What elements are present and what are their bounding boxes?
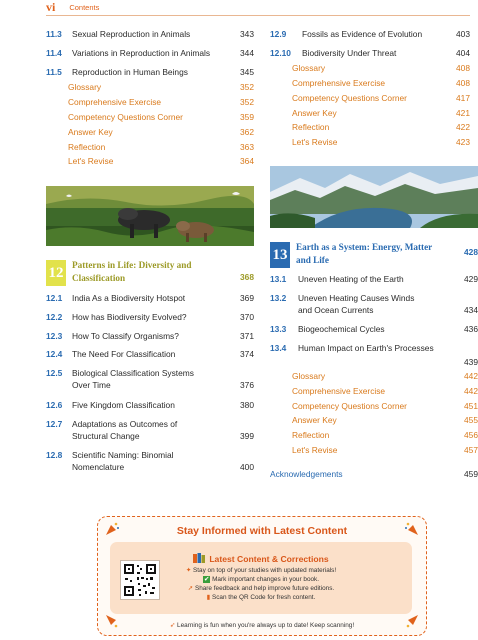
entry-title: Sexual Reproduction in Animals [72,29,191,39]
entry-page: 380 [240,400,254,410]
chapter-12-heading[interactable] [46,259,254,287]
entry-title: Glossary [292,63,326,73]
entry-title-line: Structural Change [72,431,140,441]
entry-title: Competency Questions Corner [68,112,183,122]
entry-title-line: Over Time [72,380,111,390]
page-number: vi [46,0,56,14]
chapter-title-line: and Life [296,255,329,265]
entry-title: The Need For Classification [72,349,176,359]
entry-page: 408 [456,78,470,88]
entry-title: Acknowledgements [270,469,343,479]
entry-title: Comprehensive Exercise [292,386,386,396]
entry-title [72,367,194,391]
toc-entry[interactable] [46,398,254,412]
toc-extra[interactable] [270,76,470,90]
books-icon [193,553,205,563]
entry-title: Let's Revise [292,137,338,147]
entry-page: 399 [240,431,254,441]
entry-page: 369 [240,293,254,303]
toc-entry[interactable] [46,449,254,475]
chapter-number-box: 13 [270,242,290,268]
entry-title: Five Kingdom Classification [72,400,175,410]
entry-number: 12.9 [270,29,287,39]
toc-entry[interactable] [270,272,478,286]
toc-extra[interactable] [46,125,254,139]
entry-title: Human Impact on Earth's Processes [298,343,434,353]
entry-title: Comprehensive Exercise [292,78,386,88]
entry-number: 12.3 [46,331,63,341]
chapter-13-photo [270,166,478,228]
page-header [46,0,99,14]
toc-entry[interactable] [46,291,254,305]
entry-title: Variations in Reproduction in Animals [72,48,211,58]
entry-page: 345 [240,67,254,77]
entry-number: 12.8 [46,450,63,460]
share-icon: ➚ [187,585,194,592]
entry-title-line: Uneven Heating Causes Winds [298,293,415,303]
toc-extra[interactable] [270,384,478,398]
entry-title: Answer Key [68,127,113,137]
entry-page: 421 [456,108,470,118]
toc-entry[interactable] [270,292,478,318]
header-rule [46,15,470,16]
banner-bullet [110,593,412,602]
entry-title-line: Biological Classification Systems [72,368,194,378]
entry-page: 442 [464,386,478,396]
entry-title: Fossils as Evidence of Evolution [302,29,423,39]
entry-title: Let's Revise [292,445,338,455]
entry-page: 352 [240,97,254,107]
acknowledgements-entry[interactable] [270,467,478,481]
footer-text: Learning is fun when you're always up to date! Keep scanning! [177,622,355,629]
toc-extra[interactable] [270,413,478,427]
entry-title: Reproduction in Human Beings [72,67,188,77]
chapter-13-heading[interactable] [270,241,478,269]
chapter-12-photo [46,186,254,246]
entry-page: 408 [456,63,470,73]
chapter-title [72,259,191,285]
entry-page: 457 [464,445,478,455]
toc-entry[interactable] [270,322,478,336]
toc-extra[interactable] [270,120,470,134]
entry-number: 12.5 [46,368,63,378]
bullet-text: Mark important changes in your book. [212,576,320,583]
inner-title-text: Latest Content & Corrections [209,554,329,564]
entry-title: Glossary [68,82,102,92]
toc-extra[interactable] [270,428,478,442]
entry-page: 352 [240,82,254,92]
entry-title: Competency Questions Corner [292,93,407,103]
toc-extra[interactable] [46,140,254,154]
entry-title: How has Biodiversity Evolved? [72,312,187,322]
chapter-page: 368 [240,272,254,282]
banner-title: Stay Informed with Latest Content [176,525,348,537]
tapir-photo [46,186,254,246]
chapter-title-line: Patterns in Life: Diversity and [72,260,192,270]
toc-extra[interactable] [270,369,478,383]
entry-title: Reflection [68,142,106,152]
entry-title: Let's Revise [68,156,114,166]
phone-icon: ▮ [206,594,211,601]
banner-inner-panel [110,542,412,614]
entry-page: 363 [240,142,254,152]
entry-title [72,418,177,442]
check-icon: ✔ [203,576,210,583]
entry-page: 422 [456,122,470,132]
bullet-text: Share feedback and help improve future editions. [194,585,335,592]
entry-title: How To Classify Organisms? [72,331,179,341]
entry-page: 429 [464,274,478,284]
entry-page: 442 [464,371,478,381]
entry-page: 451 [464,401,478,411]
entry-page: 417 [456,93,470,103]
toc-extra[interactable] [46,80,254,94]
entry-number: 13.4 [270,343,287,353]
entry-title-line: and Ocean Currents [298,305,374,315]
latest-content-banner [97,516,427,636]
entry-number: 11.4 [46,48,62,58]
toc-extra[interactable] [270,91,470,105]
entry-number: 13.2 [270,293,287,303]
entry-number: 13.3 [270,324,287,334]
entry-title: Uneven Heating of the Earth [298,274,404,284]
entry-title: Competency Questions Corner [292,401,407,411]
chapter-title-line: Classification [72,273,126,283]
banner-footer [98,621,426,629]
entry-page: 374 [240,349,254,359]
entry-number: 12.2 [46,312,63,322]
entry-title: Answer Key [292,108,337,118]
entry-page: 455 [464,415,478,425]
bullet-text: Stay on top of your studies with updated materials! [192,567,337,574]
entry-page: 459 [464,469,478,479]
toc-extra[interactable] [270,106,470,120]
toc-entry[interactable] [270,342,478,368]
entry-page: 362 [240,127,254,137]
entry-number: 12.6 [46,400,63,410]
entry-page: 423 [456,137,470,147]
entry-page: 403 [456,29,470,39]
entry-title: Biodiversity Under Threat [302,48,397,58]
entry-title: Biogeochemical Cycles [298,324,385,334]
toc-entry[interactable] [270,27,470,41]
toc-entry[interactable] [46,418,254,444]
chapter-number-box: 12 [46,260,66,286]
banner-bullet [110,566,412,575]
chapter-page: 428 [464,247,478,257]
entry-page: 434 [464,305,478,315]
toc-extra[interactable] [270,135,470,149]
entry-page: 436 [464,324,478,334]
entry-page: 343 [240,29,254,39]
entry-page: 371 [240,331,254,341]
toc-extra[interactable] [46,110,254,124]
entry-title [72,449,173,473]
entry-title: Answer Key [292,415,337,425]
toc-entry[interactable] [46,329,254,343]
fjord-photo [270,166,478,228]
entry-title-line: Scientific Naming: Binomial [72,450,174,460]
entry-title: Glossary [292,371,326,381]
entry-page: 359 [240,112,254,122]
section-label: Contents [69,2,100,12]
toc-entry[interactable] [46,46,254,60]
sparkle-icon: ✦ [185,567,192,574]
chapter-title [296,241,432,267]
toc-extra[interactable] [46,95,254,109]
entry-number: 13.1 [270,274,287,284]
toc-entry[interactable] [46,65,254,79]
toc-extra[interactable] [270,443,478,457]
bullet-text: Scan the QR Code for fresh content. [211,594,316,601]
toc-entry[interactable] [46,347,254,361]
entry-title [298,292,414,316]
chapter-title-line: Earth as a System: Energy, Matter [296,242,433,252]
entry-number: 11.5 [46,67,62,77]
toc-extra[interactable] [270,61,470,75]
entry-page: 400 [240,462,254,472]
entry-number: 12.1 [46,293,63,303]
entry-title-line: Adaptations as Outcomes of [72,419,178,429]
banner-bullet [110,584,412,593]
entry-title: Reflection [292,430,330,440]
toc-entry[interactable] [46,310,254,324]
toc-entry[interactable] [46,367,254,393]
entry-number: 12.10 [270,48,291,58]
toc-extra[interactable] [46,154,254,168]
entry-title: Reflection [292,122,330,132]
entry-number: 12.4 [46,349,63,359]
entry-number: 12.7 [46,419,63,429]
toc-extra[interactable] [270,399,478,413]
rocket-icon: ➶ [169,622,176,629]
toc-entry[interactable] [46,27,254,41]
banner-bullet [110,575,412,584]
entry-title-line: Nomenclature [72,462,125,472]
entry-number: 11.3 [46,29,62,39]
entry-title: Comprehensive Exercise [68,97,162,107]
entry-page: 344 [240,48,254,58]
entry-title: India As a Biodiversity Hotspot [72,293,186,303]
entry-page: 364 [240,156,254,166]
entry-page: 376 [240,380,254,390]
entry-page: 439 [464,357,478,367]
entry-page: 370 [240,312,254,322]
entry-page: 456 [464,430,478,440]
entry-page: 404 [456,48,470,58]
toc-entry[interactable] [270,46,470,60]
